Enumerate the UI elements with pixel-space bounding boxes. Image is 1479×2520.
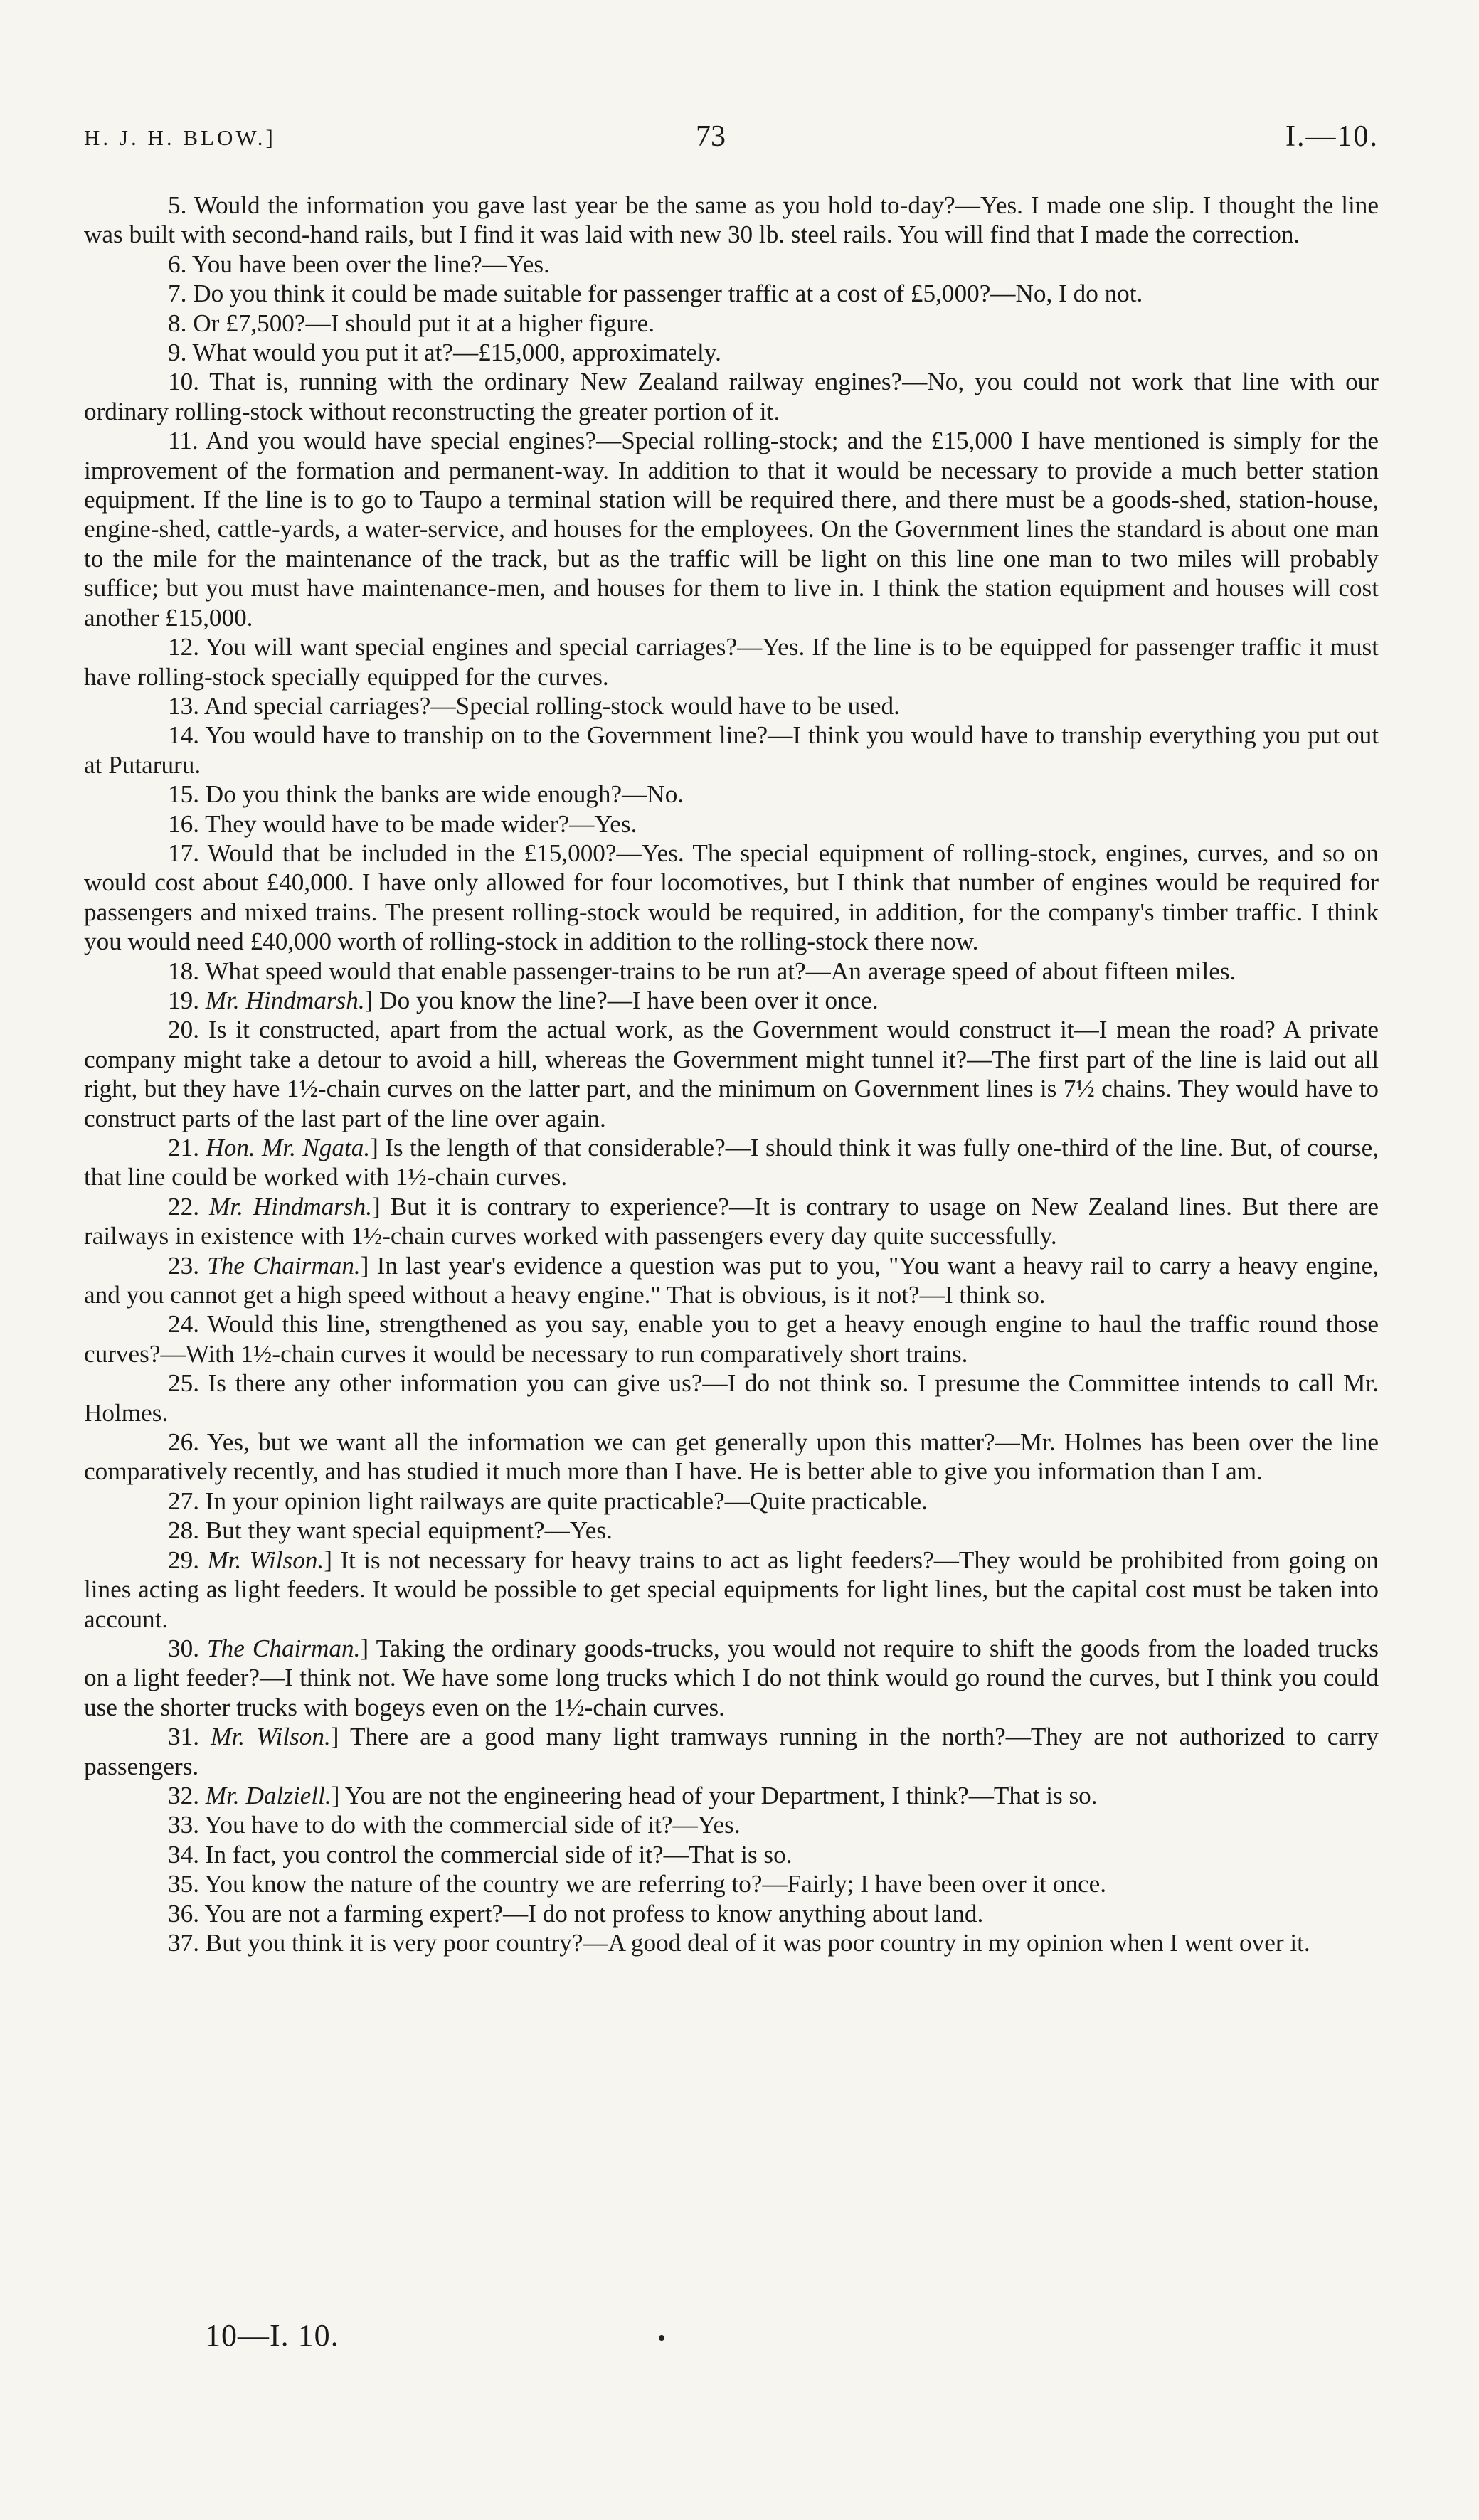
- speaker-name: The Chairman.: [207, 1634, 361, 1662]
- question-paragraph: 35. You know the nature of the country we are referring to?—Fairly; I have been over it once.: [168, 1870, 1107, 1898]
- question-paragraph: 37. But you think it is very poor country?—A good deal of it was poor country in my opinion when I went over it.: [168, 1928, 1310, 1957]
- question-paragraph: 28. But they want special equipment?—Yes.: [168, 1516, 613, 1545]
- question-paragraph: 31. Mr. Wilson.] There are a good many light tramways running in the north?—They are not authorized to carry passengers.: [84, 1723, 1379, 1780]
- question-paragraph: 30. The Chairman.] Taking the ordinary goods-trucks, you would not require to shift the goods from the loaded trucks on a light feeder?—I think not. We have some long trucks which I do not think would go round the curves, but I think you could use the shorter trucks with bogeys even on the 1½-chain curves.: [84, 1634, 1379, 1721]
- question-paragraph: 14. You would have to tranship on to the Government line?—I think you would have to tranship everything you put out at Putaruru.: [84, 721, 1379, 779]
- page-number: 73: [696, 120, 726, 153]
- question-paragraph: 6. You have been over the line?—Yes.: [168, 250, 550, 278]
- question-paragraph: 5. Would the information you gave last year be the same as you hold to-day?—Yes. I made one slip. I thought the line was built with second-hand rails, but I find it was laid with new 30 lb. steel rails. You will find that I made the correction.: [84, 191, 1379, 249]
- question-paragraph: 7. Do you think it could be made suitable for passenger traffic at a cost of £5,000?—No, I do not.: [168, 280, 1143, 308]
- speaker-name: Mr. Wilson.: [211, 1723, 331, 1751]
- question-paragraph: 11. And you would have special engines?—Special rolling-stock; and the £15,000 I have mentioned is simply for the improvement of the formation and permanent-way. In addition to that it would be necessary to provide a much better station equipment. If the line is to go to Taupo a terminal station will be required there, and there must be a goods-shed, station-house, engine-shed, cattle-yards, a water-service, and houses for the employees. On the Government lines the standard is about one man to the mile for the maintenance of the track, but as the traffic will be light on this line one man to two miles will probably suffice; but you must have maintenance-men, and houses for them to live in. I think the station equipment and houses will cost another £15,000.: [84, 427, 1379, 632]
- question-paragraph: 15. Do you think the banks are wide enough?—No.: [168, 780, 684, 809]
- question-paragraph: 17. Would that be included in the £15,000?—Yes. The special equipment of rolling-stock, engines, curves, and so on would cost about £40,000. I have only allowed for four locomotives, but I think that number of engines would be required for passengers and mixed trains. The present rolling-stock would be required, in addition, for the company's timber traffic. I think you would need £40,000 worth of rolling-stock in addition to the rolling-stock there now.: [84, 839, 1379, 956]
- header-witness-name: H. J. H. BLOW.]: [84, 125, 276, 150]
- question-paragraph: 27. In your opinion light railways are quite practicable?—Quite practicable.: [168, 1487, 928, 1515]
- signature-mark: 10—I. 10.: [205, 2318, 339, 2353]
- question-paragraph: 36. You are not a farming expert?—I do not profess to know anything about land.: [168, 1899, 984, 1928]
- question-paragraph: 19. Mr. Hindmarsh.] Do you know the line?—I have been over it once.: [168, 986, 879, 1014]
- question-paragraph: 32. Mr. Dalziell.] You are not the engineering head of your Department, I think?—That is so.: [168, 1781, 1098, 1809]
- question-paragraph: 23. The Chairman.] In last year's evidence a question was put to you, "You want a heavy rail to carry a heavy engine, and you cannot get a high speed without a heavy engine." That is obvious, is it not?—I think so.: [84, 1251, 1379, 1309]
- question-paragraph: 21. Hon. Mr. Ngata.] Is the length of that considerable?—I should think it was fully one-third of the line. But, of course, that line could be worked with 1½-chain curves.: [84, 1134, 1379, 1191]
- question-paragraph: 22. Mr. Hindmarsh.] But it is contrary to experience?—It is contrary to usage on New Zealand lines. But there are railways in existence with 1½-chain curves worked with passengers every day quite successfully.: [84, 1192, 1379, 1250]
- question-paragraph: 9. What would you put it at?—£15,000, approximately.: [168, 339, 721, 367]
- question-paragraph: 34. In fact, you control the commercial side of it?—That is so.: [168, 1840, 792, 1868]
- speaker-name: Mr. Hindmarsh.: [208, 1192, 373, 1221]
- question-paragraph: 29. Mr. Wilson.] It is not necessary for heavy trains to act as light feeders?—They would be prohibited from going on lines acting as light feeders. It would be possible to get special equipments for light lines, but the capital cost must be taken into account.: [84, 1546, 1379, 1633]
- question-paragraph: 25. Is there any other information you can give us?—I do not think so. I presume the Committee intends to call Mr. Holmes.: [84, 1369, 1379, 1427]
- speaker-name: Mr. Hindmarsh.: [205, 986, 365, 1014]
- question-paragraph: 8. Or £7,500?—I should put it at a higher figure.: [168, 309, 655, 337]
- paper-reference: I.—10.: [1285, 120, 1379, 153]
- evidence-text: [84, 191, 1379, 1957]
- ink-dot: [659, 2335, 664, 2341]
- question-paragraph: 16. They would have to be made wider?—Yes.: [168, 809, 637, 838]
- question-paragraph: 18. What speed would that enable passenger-trains to be run at?—An average speed of about fifteen miles.: [168, 957, 1236, 985]
- page-header: [84, 119, 1379, 162]
- question-paragraph: 20. Is it constructed, apart from the actual work, as the Government would construct it—I mean the road? A private company might take a detour to avoid a hill, whereas the Government might tunnel it?—The first part of the line is laid out all right, but they have 1½-chain curves on the latter part, and the minimum on Government lines is 7½ chains. They would have to construct parts of the last part of the line over again.: [84, 1016, 1379, 1132]
- question-paragraph: 26. Yes, but we want all the information we can get generally upon this matter?—Mr. Holmes has been over the line comparatively recently, and has studied it much more than I have. He is better able to give you information than I am.: [84, 1428, 1379, 1486]
- question-paragraph: 33. You have to do with the commercial side of it?—Yes.: [168, 1811, 741, 1839]
- speaker-name: Mr. Dalziell.: [205, 1781, 332, 1809]
- speaker-name: Hon. Mr. Ngata.: [206, 1134, 371, 1161]
- question-paragraph: 10. That is, running with the ordinary New Zealand railway engines?—No, you could not work that line with our ordinary rolling-stock without reconstructing the greater portion of it.: [84, 368, 1379, 425]
- speaker-name: The Chairman.: [207, 1251, 361, 1280]
- question-paragraph: 24. Would this line, strengthened as you say, enable you to get a heavy enough engine to haul the traffic round those curves?—With 1½-chain curves it would be necessary to run comparatively short trains.: [84, 1310, 1379, 1368]
- question-paragraph: 12. You will want special engines and special carriages?—Yes. If the line is to be equipped for passenger traffic it must have rolling-stock specially equipped for the curves.: [84, 633, 1379, 691]
- speaker-name: Mr. Wilson.: [207, 1546, 324, 1574]
- question-paragraph: 13. And special carriages?—Special rolling-stock would have to be used.: [168, 691, 900, 720]
